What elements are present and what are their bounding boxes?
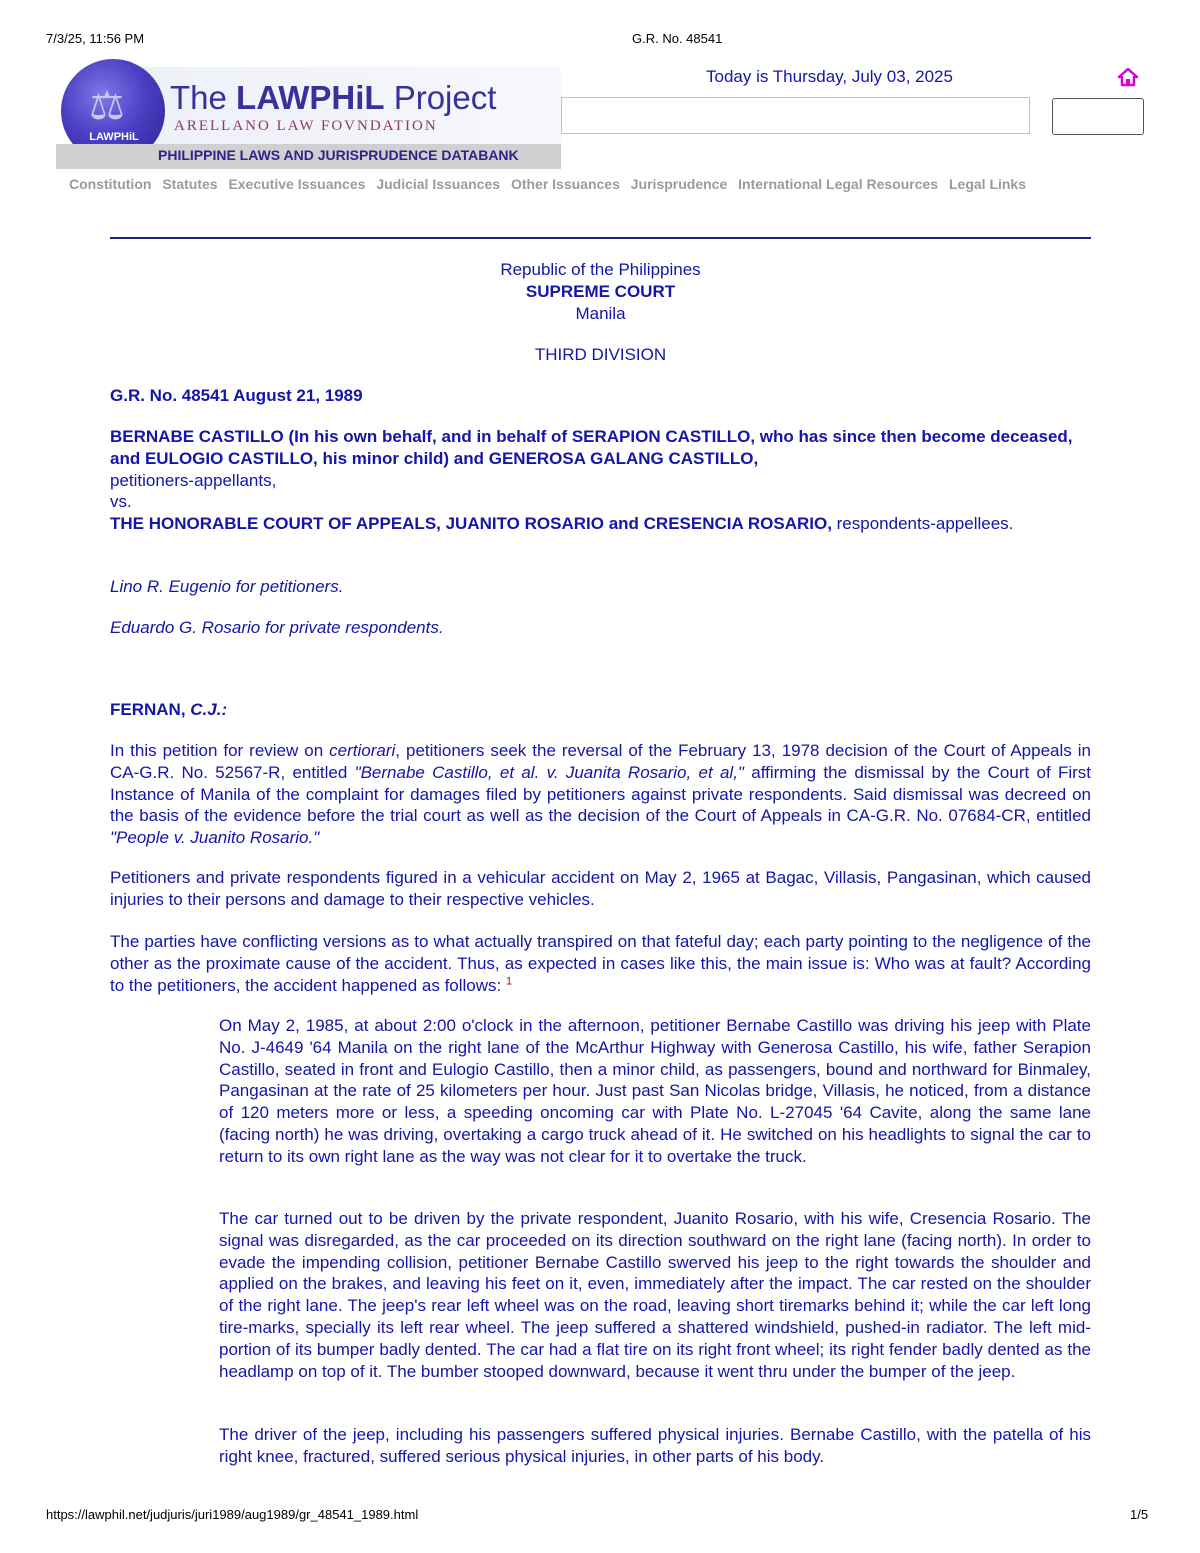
divider <box>110 237 1091 239</box>
quote-paragraph-3: The driver of the jeep, including his passengers suffered physical injuries. Bernabe Castillo, with the patella of his right knee, fractured, suffered serious physical injuries, in other parts of his body. <box>219 1425 1091 1466</box>
seal-text: LAWPHiL <box>89 131 139 143</box>
logo-band-text: PHILIPPINE LAWS AND JURISPRUDENCE DATABANK <box>158 147 519 163</box>
division: THIRD DIVISION <box>534 345 667 364</box>
petitioners-role: petitioners-appellants, <box>110 470 277 490</box>
logo-subtitle: ARELLANO LAW FOVNDATION <box>174 118 438 134</box>
respondents-line: THE HONORABLE COURT OF APPEALS, JUANITO ROSARIO and CRESENCIA ROSARIO, respondents-appellees. <box>110 514 1014 534</box>
nav-constitution[interactable]: Constitution <box>69 176 152 192</box>
counsel-petitioners: Lino R. Eugenio for petitioners. <box>110 577 344 596</box>
court-city: Manila <box>575 303 626 323</box>
lawphil-logo[interactable] <box>56 59 561 169</box>
quote-paragraph-1: On May 2, 1985, at about 2:00 o'clock in the afternoon, petitioner Bernabe Castillo was driving his jeep with Plate No. J-4649 '64 Manila on the right lane of the McArthur Highway with Generosa Castillo, his wife, father Serapion Castillo, seated in front and Eulogio Castillo, then a minor child, as passengers, bound and northward for Binmaley, Pangasinan at the rate of 25 kilometers per hour. Just past San Nicolas bridge, Villasis, he noticed, from a distance of 120 meters more or less, a speeding oncoming car with Plate No. L-27045 '64 Cavite, along the same lane (facing north) he was driving, overtaking a cargo truck ahead of it. He switched on his headlights to signal the car to return to its own right lane as the way was not clear for it to overtake the truck. <box>219 1016 1091 1166</box>
search-input[interactable] <box>561 97 1030 134</box>
main-nav <box>69 176 1033 192</box>
paragraph-1: In this petition for review on certiorari, petitioners seek the reversal of the February 13, 1978 decision of the Court of Appeals in CA-G.R. No. 52567-R, entitled "Bernabe Castillo, et al. v. Juanita Rosario, et al," affirming the dismissal by the Court of First Instance of Manila of the complaint for damages filed by petitioners against private respondents. Said dismissal was decreed on the basis of the evidence before the trial court as well as the decision of the Court of Appeals in CA-G.R. No. 07684-CR, entitled "People v. Juanito Rosario." <box>110 741 1092 848</box>
nav-judicial-issuances[interactable]: Judicial Issuances <box>376 176 501 192</box>
nav-statutes[interactable]: Statutes <box>162 176 218 192</box>
print-datetime: 7/3/25, 11:56 PM <box>46 31 145 46</box>
counsel-respondents: Eduardo G. Rosario for private respondents. <box>110 618 444 637</box>
scales-icon: ⚖ <box>89 84 125 128</box>
footnote-link[interactable]: 1 <box>505 974 513 987</box>
case-number: G.R. No. 48541 August 21, 1989 <box>110 386 363 405</box>
nav-international-legal-resources[interactable]: International Legal Resources <box>738 176 939 192</box>
case-parties <box>110 426 1091 535</box>
nav-executive-issuances[interactable]: Executive Issuances <box>228 176 366 192</box>
court-name: SUPREME COURT <box>525 281 676 301</box>
home-icon[interactable] <box>1117 66 1139 88</box>
versus: vs. <box>110 492 132 512</box>
today-date: Today is Thursday, July 03, 2025 <box>706 67 953 86</box>
search-button[interactable] <box>1052 98 1144 135</box>
print-url: https://lawphil.net/judjuris/juri1989/aug1989/gr_48541_1989.html <box>46 1507 419 1522</box>
print-page: 1/5 <box>1130 1507 1149 1522</box>
petitioners: BERNABE CASTILLO (In his own behalf, and in behalf of SERAPION CASTILLO, who has since then become deceased, and EULOGIO CASTILLO, his minor child) and GENEROSA GALANG CASTILLO, <box>110 427 1073 468</box>
nav-legal-links[interactable]: Legal Links <box>948 176 1027 192</box>
republic-line: Republic of the Philippines <box>500 260 701 279</box>
court-heading <box>110 259 1091 324</box>
nav-jurisprudence[interactable]: Jurisprudence <box>630 176 728 192</box>
nav-other-issuances[interactable]: Other Issuances <box>510 176 620 192</box>
ponente: FERNAN, C.J.: <box>110 700 228 719</box>
print-title: G.R. No. 48541 <box>632 31 723 46</box>
paragraph-2: Petitioners and private respondents figured in a vehicular accident on May 2, 1965 at Bagac, Villasis, Pangasinan, which caused injuries to their persons and damage to their respective vehicles. <box>110 868 1091 909</box>
logo-title: The LAWPHiL Project <box>170 79 497 116</box>
paragraph-3: The parties have conflicting versions as to what actually transpired on that fateful day; each party pointing to the negligence of the other as the proximate cause of the accident. Thus, as expected in cases like this, the main issue is: Who was at fault? According to the petitioners, the accident happened as follows: $^1$ <box>110 932 1091 995</box>
quote-paragraph-2: The car turned out to be driven by the private respondent, Juanito Rosario, with his wife, Cresencia Rosario. The signal was disregarded, as the car proceeded on its direction southward on the right lane (facing north). In order to evade the impending collision, petitioner Bernabe Castillo swerved his jeep to the right towards the shoulder and applied on the brakes, and leaving his feet on it, even, immediately after the impact. The car rested on the shoulder of the right lane. The jeep's rear left wheel was on the road, leaving short tiremarks behind it; while the car left long tire-marks, specially its left rear wheel. The jeep suffered a shattered windshield, pushed-in radiator. The left mid-portion of its bumper badly dented. The car had a flat tire on its right front wheel; its right fender badly dented as the headlamp on top of it. The bumber stooped downward, because it went thru under the bumper of the jeep. <box>219 1209 1091 1381</box>
